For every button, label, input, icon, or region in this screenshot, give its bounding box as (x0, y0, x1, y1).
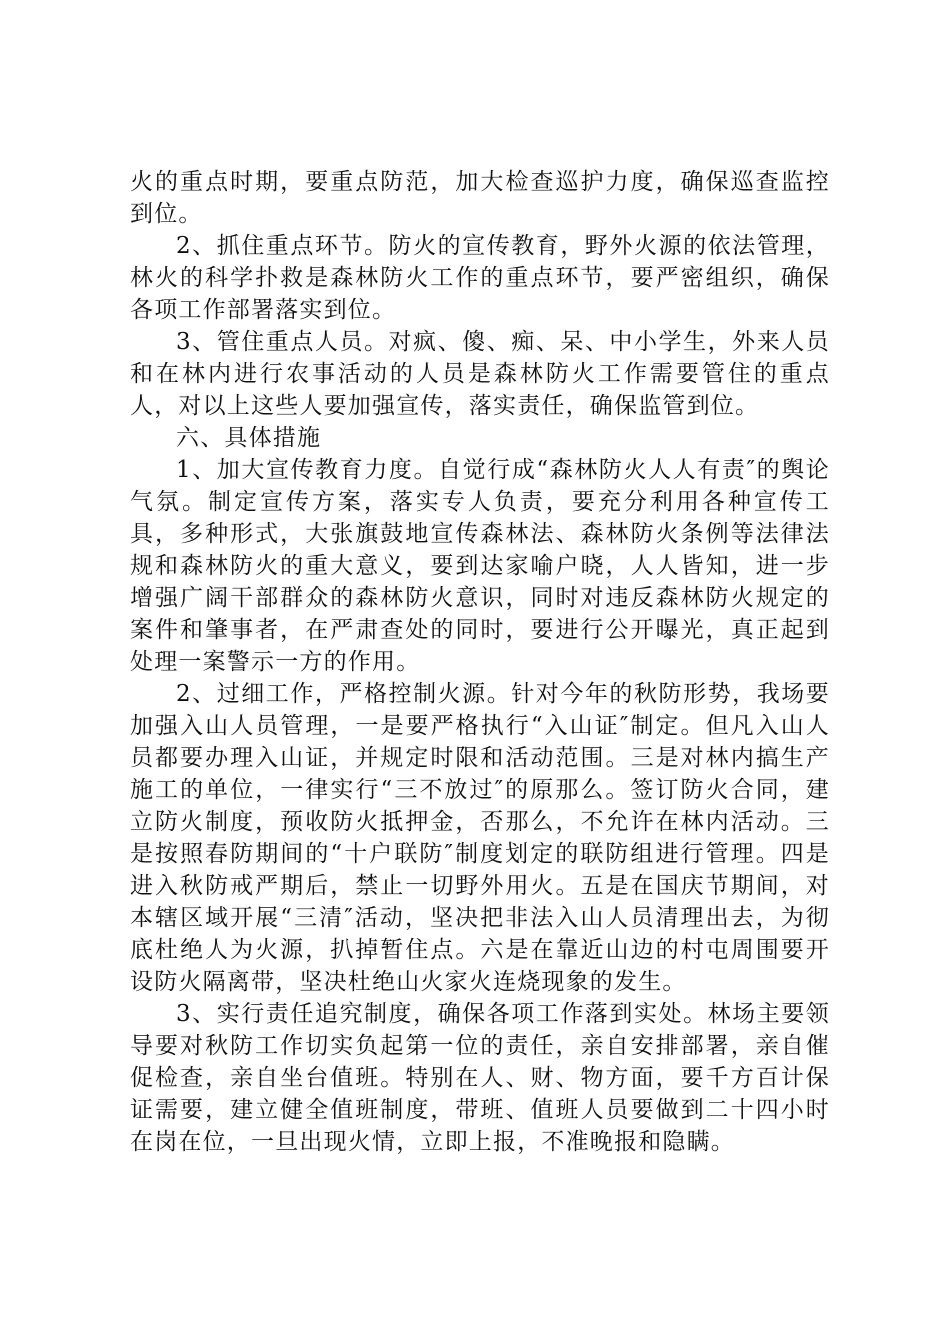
document-body (130, 166, 830, 1158)
paragraph-key-links: 2、抓住重点环节。防火的宣传教育，野外火源的依法管理，林火的科学扑救是森林防火工作的重点环节，要严密组织，确保各项工作部署落实到位。 (130, 233, 830, 323)
paragraph-key-personnel: 3、管住重点人员。对疯、傻、痴、呆、中小学生，外来人员和在林内进行农事活动的人员是森林防火工作需要管住的重点人，对以上这些人要加强宣传，落实责任，确保监管到位。 (130, 329, 830, 419)
paragraph-fire-source-control: 2、过细工作，严格控制火源。针对今年的秋防形势，我场要加强入山人员管理，一是要严格执行“入山证″制定。但凡入山人员都要办理入山证，并规定时限和活动范围。三是对林内搞生产施工的单位，一律实行“三不放过″的原那么。签订防火合同，建立防火制度，预收防火抵押金，否那么，不允许在林内活动。三是按照春防期间的“十户联防″制度划定的联防组进行管理。四是进入秋防戒严期后，禁止一切野外用火。五是在国庆节期间，对本辖区域开展“三清″活动，坚决把非法入山人员清理出去，为彻底杜绝人为火源，扒掉暂住点。六是在靠近山边的村屯周围要开设防火隔离带，坚决杜绝山火家火连烧现象的发生。 (130, 681, 830, 995)
section-heading-measures: 六、具体措施 (176, 425, 322, 451)
paragraph-continuation: 火的重点时期，要重点防范，加大检查巡护力度，确保巡查监控到位。 (130, 169, 830, 227)
paragraph-publicity: 1、加大宣传教育力度。自觉行成“森林防火人人有责″的舆论气氛。制定宣传方案，落实专人负责，要充分利用各种宣传工具，多种形式，大张旗鼓地宣传森林法、森林防火条例等法律法规和森林防火的重大意义，要到达家喻户晓，人人皆知，进一步增强广阔干部群众的森林防火意识，同时对违反森林防火规定的案件和肇事者，在严肃查处的同时，要进行公开曝光，真正起到处理一案警示一方的作用。 (130, 457, 830, 675)
paragraph-accountability: 3、实行责任追究制度，确保各项工作落到实处。林场主要领导要对秋防工作切实负起第一位的责任，亲自安排部署，亲自催促检查，亲自坐台值班。特别在人、财、物方面，要千方百计保证需要，建立健全值班制度，带班、值班人员要做到二十四小时在岗在位，一旦出现火情，立即上报，不准晚报和隐瞒。 (130, 1001, 830, 1155)
